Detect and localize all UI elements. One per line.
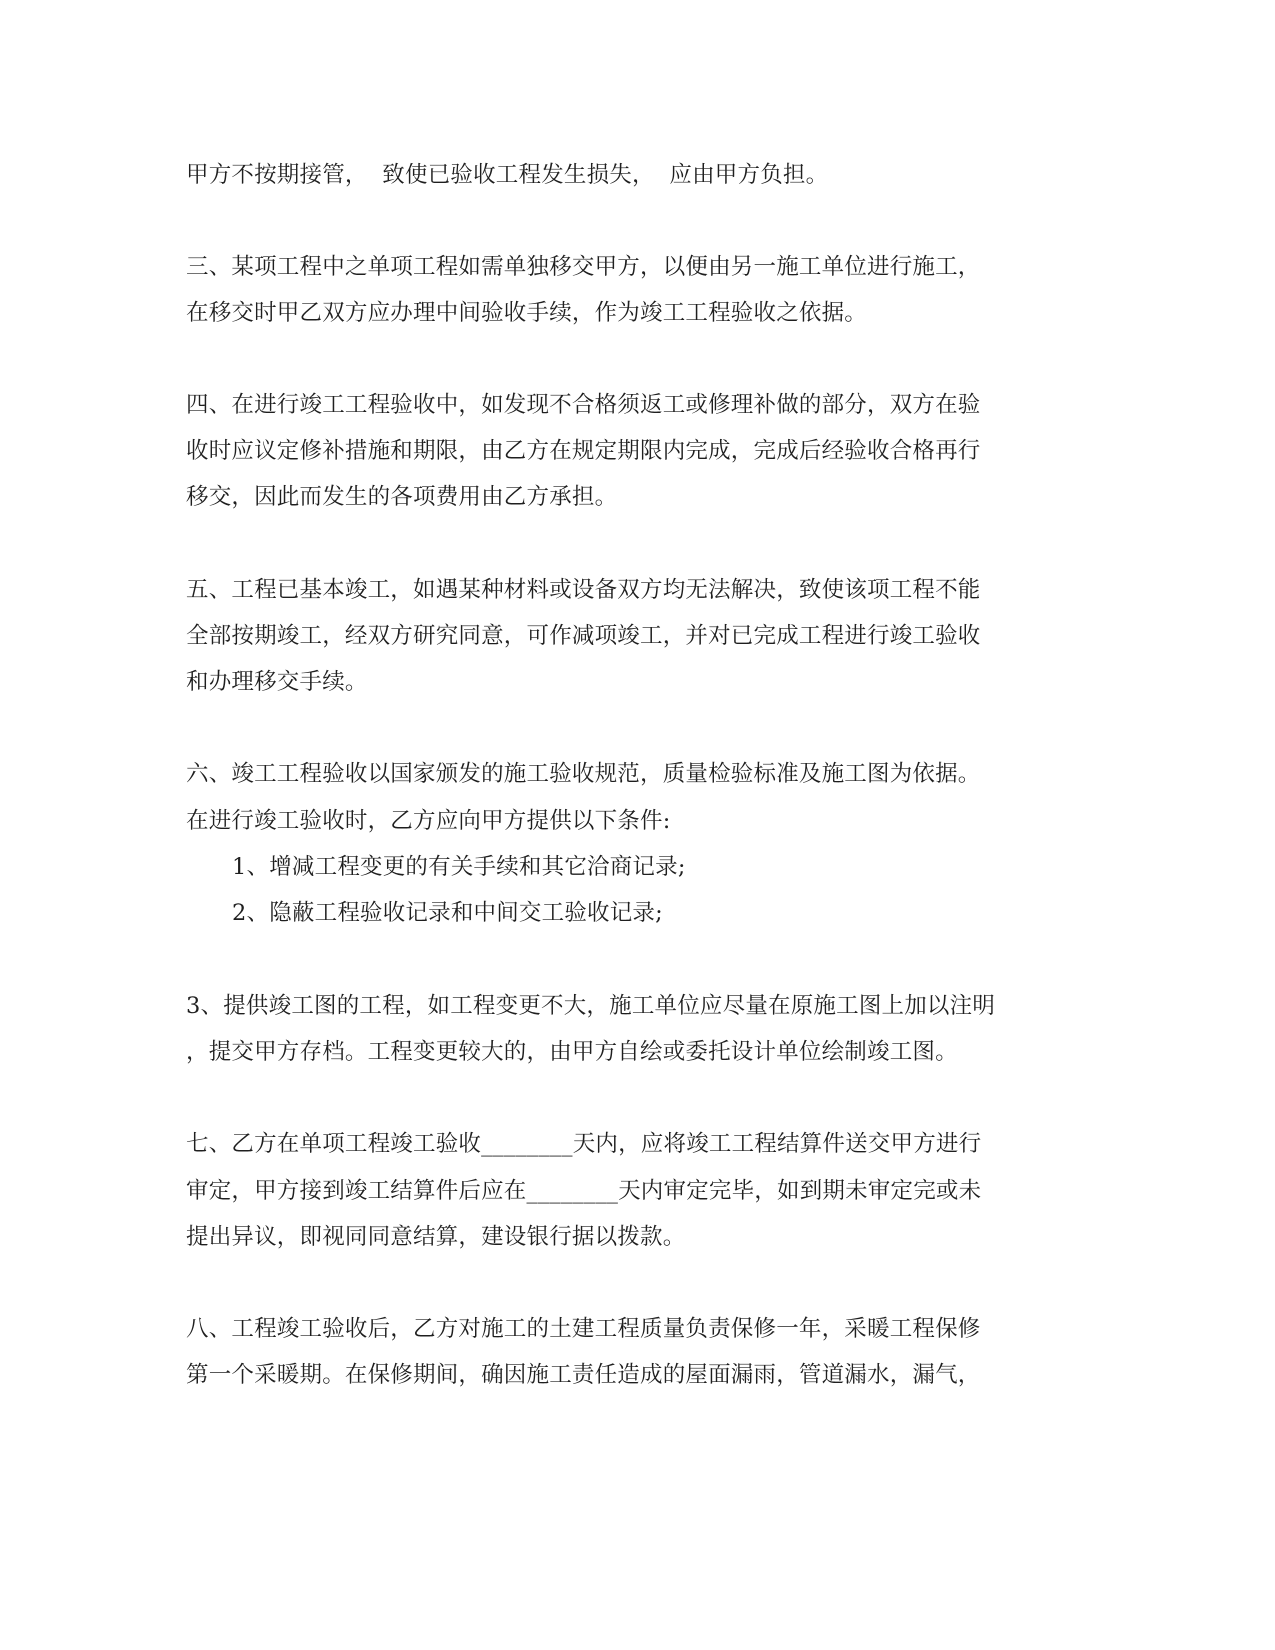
text-line: 甲方不按期接管， 致使已验收工程发生损失， 应由甲方负担。 xyxy=(186,162,829,188)
text-line: 移交，因此而发生的各项费用由乙方承担。 xyxy=(186,484,618,510)
text-line: 审定，甲方接到竣工结算件后应在________天内审定完毕，如到期未审定完或未 xyxy=(186,1178,982,1204)
text-line: 和办理移交手续。 xyxy=(186,669,368,695)
text-line: 六、竣工工程验收以国家颁发的施工验收规范，质量检验标准及施工图为依据。 xyxy=(186,761,981,787)
list-item: 2、隐蔽工程验收记录和中间交工验收记录; xyxy=(232,900,663,926)
text-line: 三、某项工程中之单项工程如需单独移交甲方，以便由另一施工单位进行施工， xyxy=(186,254,981,280)
text-line: ，提交甲方存档。工程变更较大的，由甲方自绘或委托设计单位绘制竣工图。 xyxy=(186,1039,958,1065)
text-line: 提出异议，即视同同意结算，建设银行据以拨款。 xyxy=(186,1224,686,1250)
text-line: 在进行竣工验收时，乙方应向甲方提供以下条件: xyxy=(186,808,671,834)
text-line: 七、乙方在单项工程竣工验收________天内，应将竣工工程结算件送交甲方进行 xyxy=(186,1131,982,1157)
text-line: 八、工程竣工验收后，乙方对施工的土建工程质量负责保修一年，采暖工程保修 xyxy=(186,1316,981,1342)
text-line: 五、工程已基本竣工，如遇某种材料或设备双方均无法解决，致使该项工程不能 xyxy=(186,577,981,603)
text-line: 全部按期竣工，经双方研究同意，可作减项竣工，并对已完成工程进行竣工验收 xyxy=(186,623,981,649)
list-item: 1、增减工程变更的有关手续和其它洽商记录; xyxy=(232,854,686,880)
text-line: 收时应议定修补措施和期限，由乙方在规定期限内完成，完成后经验收合格再行 xyxy=(186,438,981,464)
text-line: 3、提供竣工图的工程，如工程变更不大，施工单位应尽量在原施工图上加以注明 xyxy=(186,993,996,1019)
text-line: 四、在进行竣工工程验收中，如发现不合格须返工或修理补做的部分，双方在验 xyxy=(186,392,981,418)
text-line: 在移交时甲乙双方应办理中间验收手续，作为竣工工程验收之依据。 xyxy=(186,300,868,326)
text-line: 第一个采暖期。在保修期间，确因施工责任造成的屋面漏雨，管道漏水，漏气， xyxy=(186,1362,981,1388)
